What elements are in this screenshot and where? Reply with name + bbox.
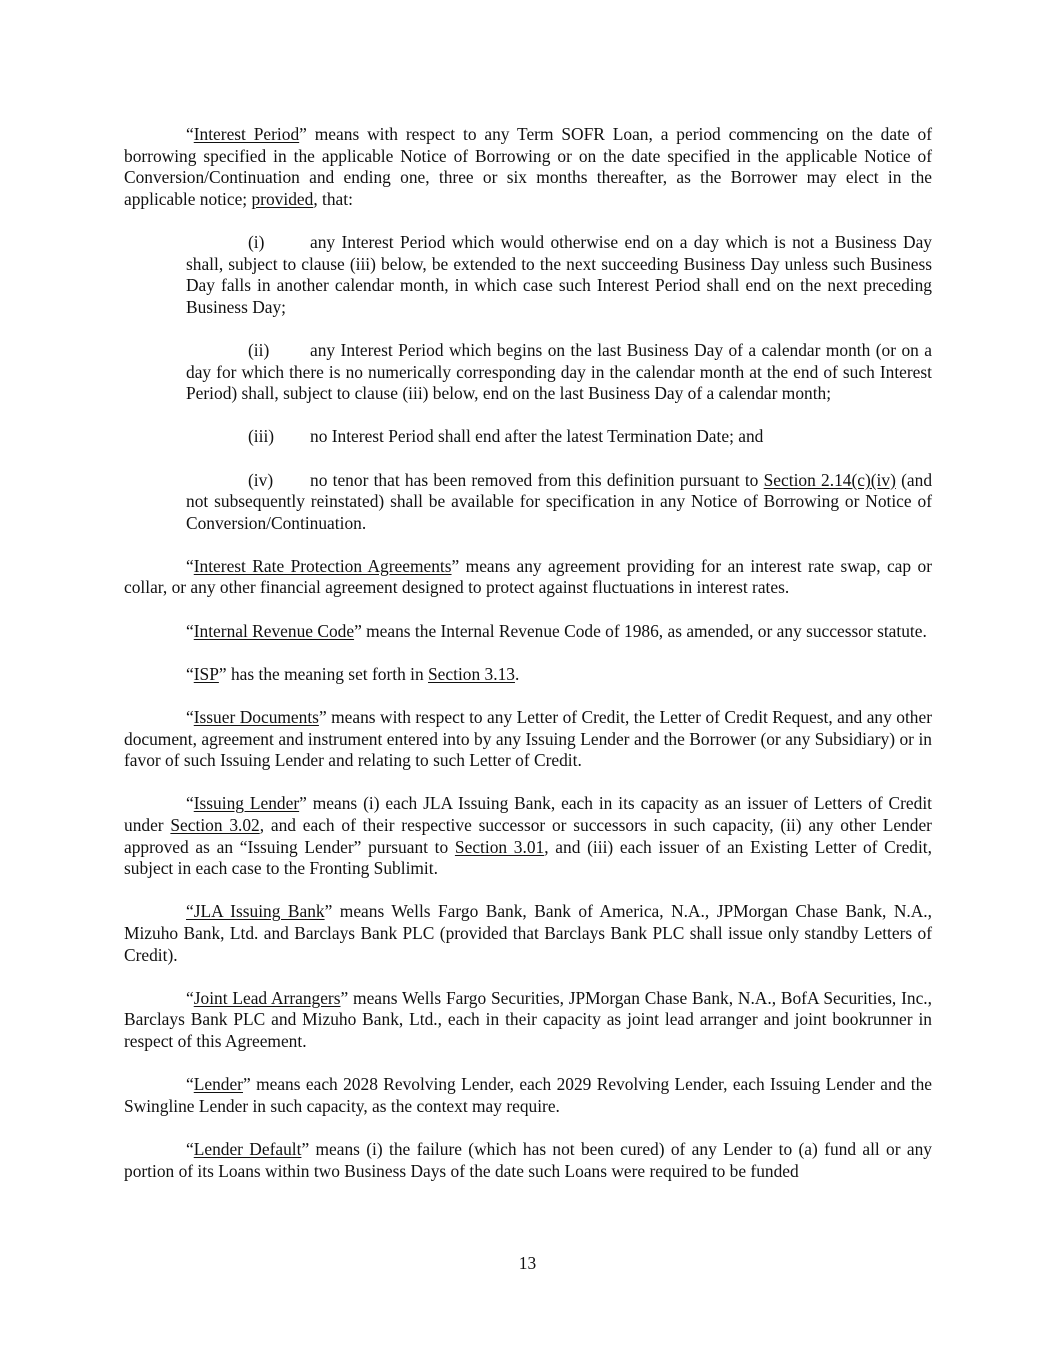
defined-term: Internal Revenue Code (193, 620, 355, 641)
defined-term: Lender (193, 1074, 243, 1095)
definition-internal-revenue-code: “Internal Revenue Code” means the Internal Revenue Code of 1986, as amended, or any successor statute. (186, 620, 927, 641)
definition-lender: “Lender” means each 2028 Revolving Lender, each 2029 Revolving Lender, each Issuing Lender and the Swingline Lender in such capacity, as the context may require. (124, 1074, 932, 1116)
defined-term: Lender Default (193, 1138, 302, 1159)
defined-term: Issuer Documents (193, 707, 319, 728)
definition-jla-issuing-bank: “JLA Issuing Bank” means Wells Fargo Bank, Bank of America, N.A., JPMorgan Chase Bank, N.A., Mizuho Bank, Ltd. and Barclays Bank PLC (provided that Barclays Bank PLC shall issue only standby Letters of Credit). (124, 901, 933, 965)
clause-iii: (iii) no Interest Period shall end after the latest Termination Date; and (248, 426, 764, 447)
clause-number: (iv) (248, 469, 274, 490)
defined-term: Interest Period (193, 124, 300, 144)
clause-number: (i) (248, 231, 265, 252)
page-number: 13 (518, 1253, 537, 1273)
document-page (124, 124, 932, 1182)
clause-number: (iii) (248, 426, 275, 447)
definition-joint-lead-arrangers: “Joint Lead Arrangers” means Wells Fargo Securities, JPMorgan Chase Bank, N.A., BofA Securities, Inc., Barclays Bank PLC and Mizuho Bank, Ltd., each in their capacity as joint lead arranger and joint bookrunner in respect of this Agreement. (124, 987, 932, 1051)
definition-issuing-lender: “Issuing Lender” means (i) each JLA Issuing Bank, each in its capacity as an issuer of Letters of Credit under Section 3.02, and each of their respective successor or successors in such capacity, (ii) any other Lender approved as an “Issuing Lender” pursuant to Section 3.01, and (iii) each issuer of an Existing Letter of Credit, subject in each case to the Fronting Sublimit. (124, 793, 932, 879)
defined-term: Issuing Lender (193, 793, 300, 814)
definition-interest-rate-protection: “Interest Rate Protection Agreements” means any agreement providing for an interest rate swap, cap or collar, or any other financial agreement designed to protect against fluctuations in interest rates. (124, 555, 932, 598)
clause-number: (ii) (248, 339, 270, 360)
definition-isp: “ISP” has the meaning set forth in Section 3.13. (186, 663, 520, 684)
definition-issuer-documents: “Issuer Documents” means with respect to any Letter of Credit, the Letter of Credit Request, and any other document, agreement and instrument entered into by any Issuing Lender and the Borrower (or any Subsidiary) or in favor of such Issuing Lender and relating to such Letter of Credit. (124, 707, 932, 771)
provided-term: provided (251, 188, 314, 209)
clause-ii: (ii) any Interest Period which begins on the last Business Day of a calendar month (or on a day for which there is no numerically corresponding day in the calendar month at the end of such Interest Period) shall, subject to clause (iii) below, end on the last Business Day of a calendar month; (186, 339, 932, 404)
section-reference: Section 2.14(c)(iv) (763, 469, 896, 490)
clause-i: (i) any Interest Period which would otherwise end on a day which is not a Business Day shall, subject to clause (iii) below, be extended to the next succeeding Business Day unless such Business Day falls in another calendar month, in which case such Interest Period shall end on the next preceding Business Day; (186, 231, 932, 317)
defined-term: Interest Rate Protection Agreements (193, 555, 452, 576)
defined-term: “JLA Issuing Bank (186, 901, 325, 922)
section-reference: Section 3.02 (170, 815, 260, 835)
defined-term: Joint Lead Arrangers (193, 987, 341, 1008)
defined-term: ISP (193, 663, 219, 684)
section-reference: Section 3.13 (428, 663, 515, 684)
section-reference: Section 3.01 (454, 836, 545, 857)
clause-iv: (iv) no tenor that has been removed from this definition pursuant to Section 2.14(c)(iv) (and not subsequently reinstated) shall be available for specification in any Notice of Borrowing or Notice of Conversion/Continuation. (186, 469, 933, 533)
definition-interest-period: “Interest Period” means with respect to any Term SOFR Loan, a period commencing on the date of borrowing specified in the applicable Notice of Borrowing or on the date specified in the applicable Notice of Conversion/Continuation and ending one, three or six months thereafter, as the Borrower may elect in the applicable notice; provided, that: (124, 124, 932, 209)
definition-lender-default: “Lender Default” means (i) the failure (which has not been cured) of any Lender to (a) fund all or any portion of its Loans within two Business Days of the date such Loans were required to be funded (124, 1138, 932, 1181)
